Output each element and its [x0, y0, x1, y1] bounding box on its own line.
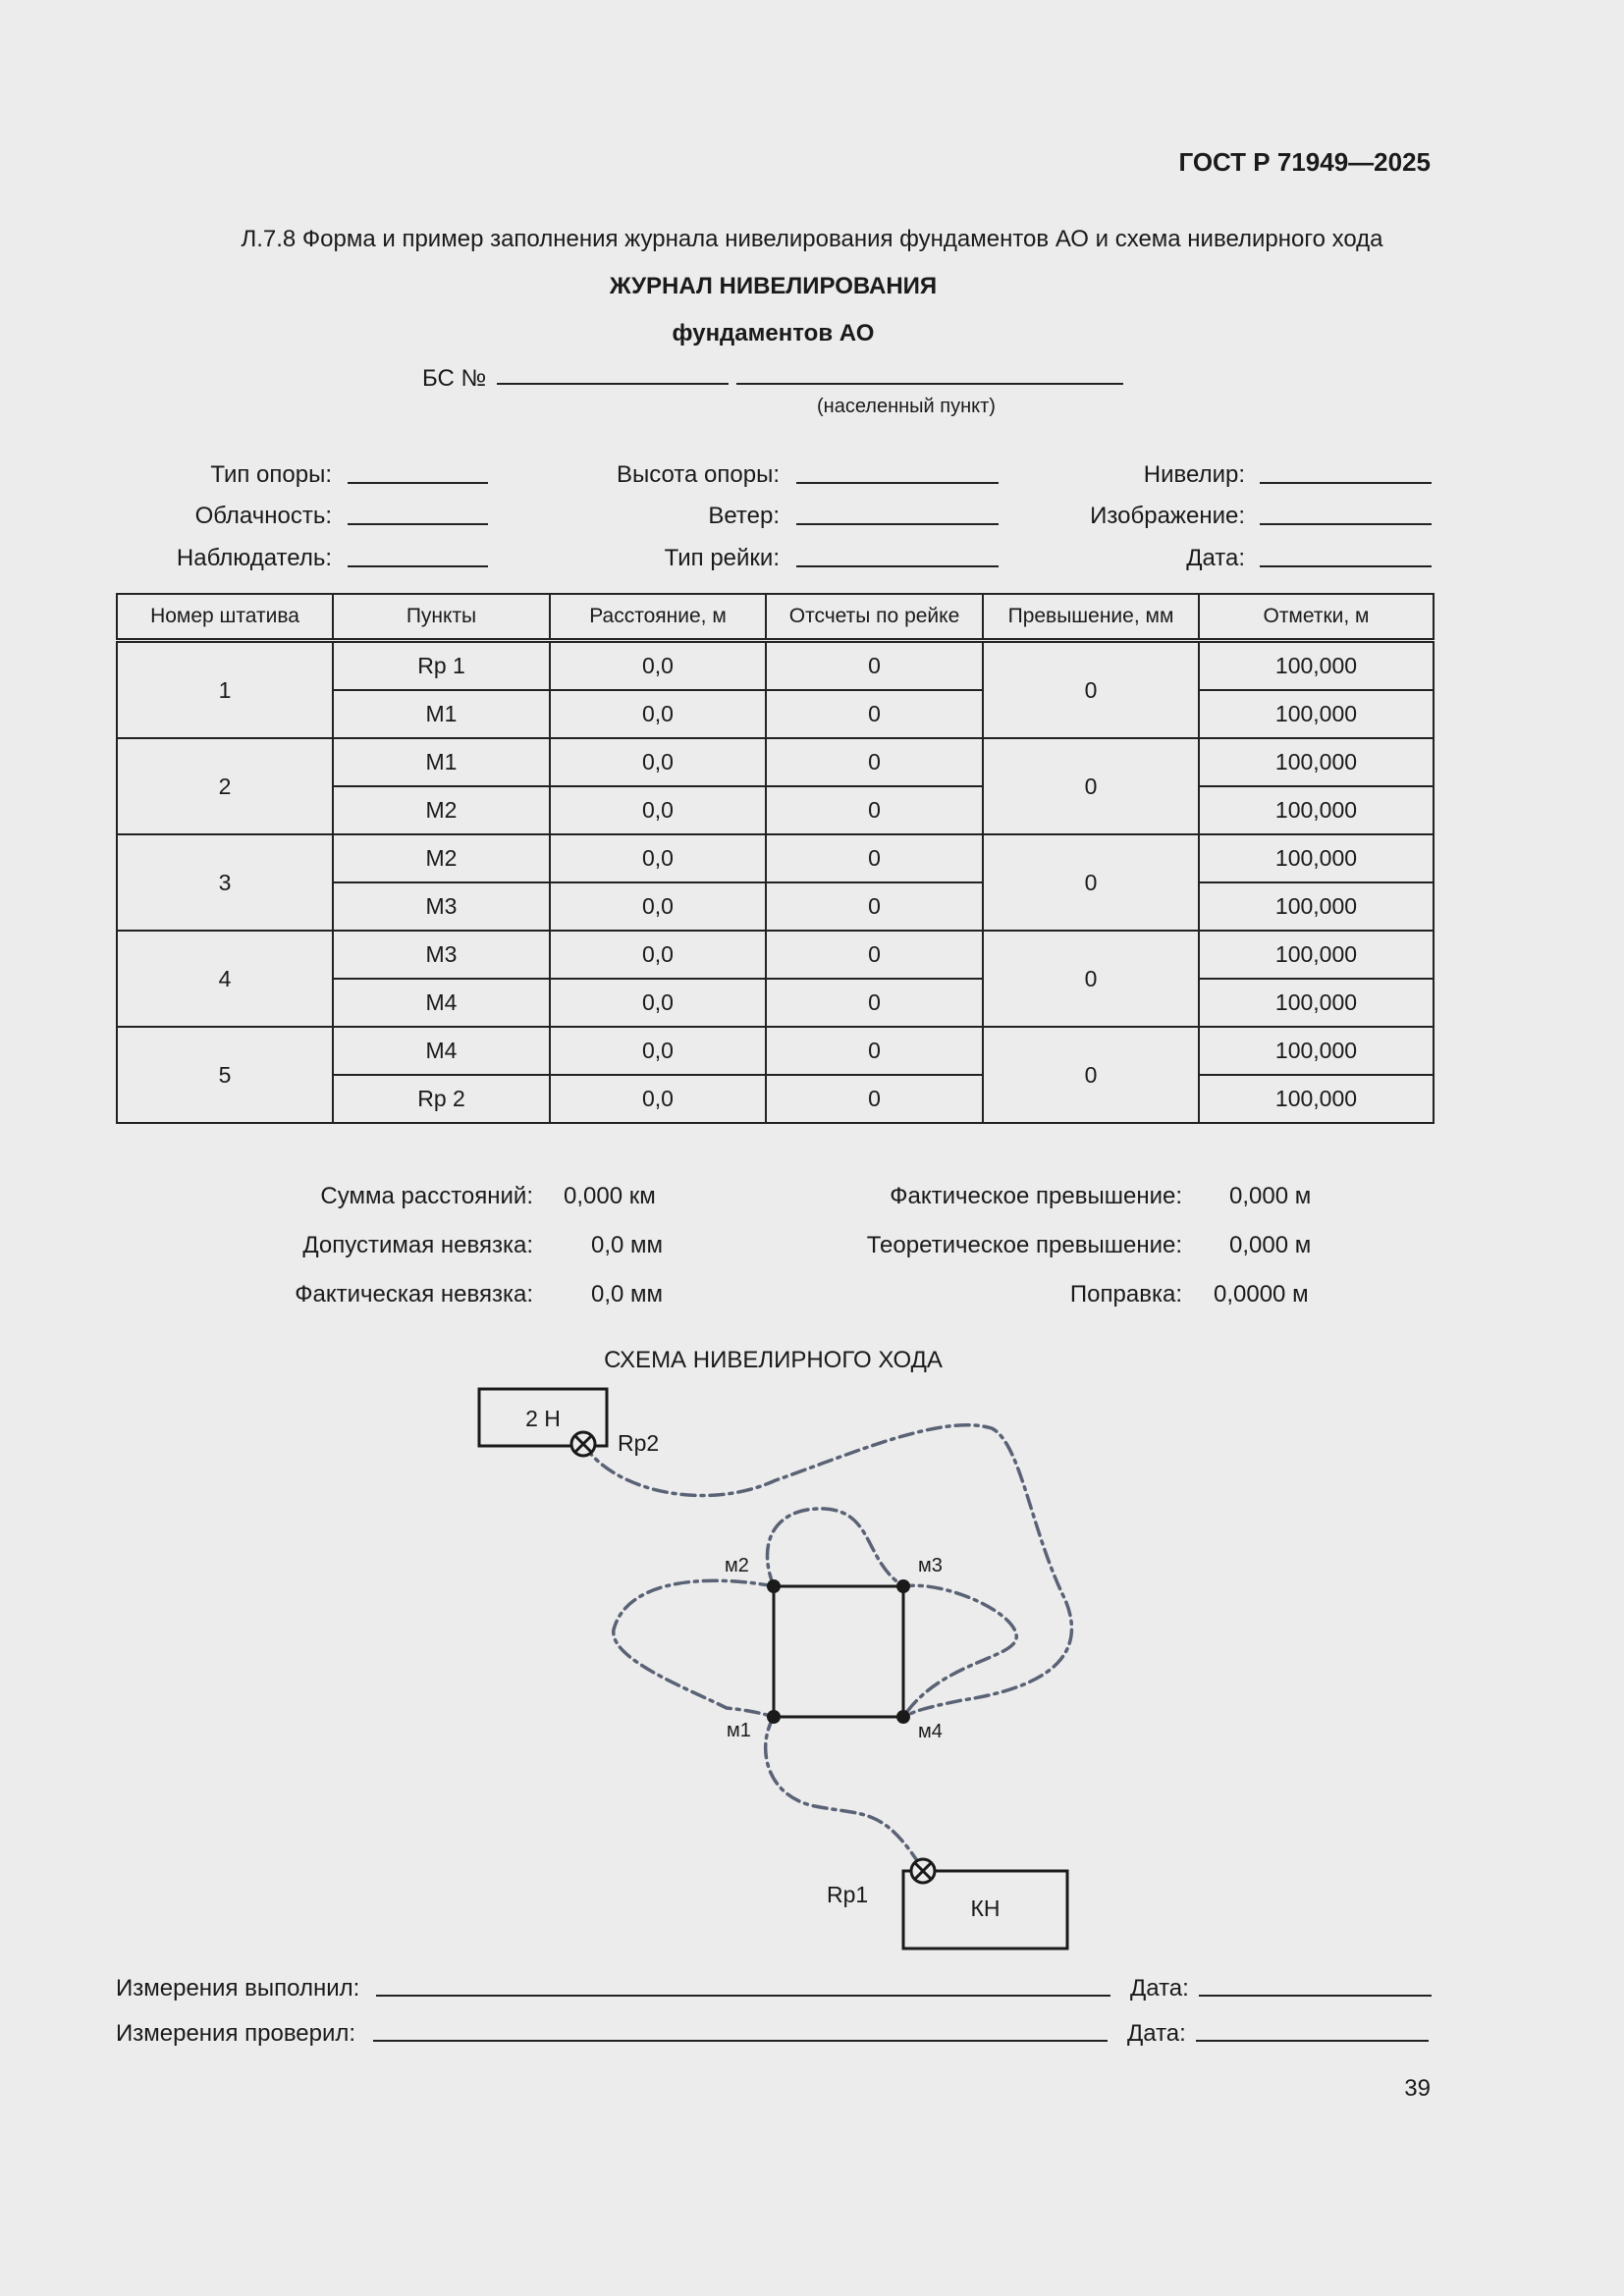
field-support-height: Высота опоры: — [616, 461, 780, 488]
cell-distance: 0,0 — [550, 690, 766, 738]
col-header-points: Пункты — [333, 594, 550, 641]
point-m3 — [896, 1579, 910, 1593]
cell-mark: 100,000 — [1199, 979, 1434, 1027]
station-number: 4 — [117, 931, 333, 1027]
actual-exceed-value: 0,000 м — [1229, 1183, 1312, 1209]
box-bottom-label: КН — [970, 1896, 1001, 1921]
journal-subtitle: фундаментов АО — [672, 320, 875, 347]
cell-point: Rp 1 — [333, 641, 550, 691]
field-level: Нивелир: — [1143, 461, 1245, 488]
cell-mark: 100,000 — [1199, 882, 1434, 931]
field-rod-type: Тип рейки: — [664, 545, 780, 571]
station-number: 2 — [117, 738, 333, 834]
cell-point: М4 — [333, 979, 550, 1027]
rp1-marker-icon — [911, 1859, 935, 1883]
cell-point: М1 — [333, 738, 550, 786]
theoretical-exceed-label: Теоретическое превышение: — [866, 1232, 1182, 1258]
page-number: 39 — [1404, 2075, 1431, 2102]
cell-reading: 0 — [766, 690, 983, 738]
field-image: Изображение: — [1090, 503, 1245, 529]
correction-value: 0,0000 м — [1214, 1281, 1309, 1308]
rp2-label: Rp2 — [618, 1430, 660, 1456]
correction-label: Поправка: — [1069, 1281, 1182, 1308]
point-m1-label: м1 — [727, 1720, 751, 1741]
cell-reading: 0 — [766, 641, 983, 691]
traverse-route — [583, 1425, 1071, 1717]
allowed-misclosure-value: 0,0 мм — [591, 1232, 664, 1258]
cell-reading: 0 — [766, 1075, 983, 1123]
cell-exceed: 0 — [983, 641, 1199, 739]
field-support-type: Тип опоры: — [210, 461, 332, 488]
cell-point: М2 — [333, 834, 550, 882]
performed-by-label: Измерения выполнил: — [116, 1975, 360, 2002]
cell-reading: 0 — [766, 786, 983, 834]
rp2-marker-icon — [571, 1432, 595, 1456]
cell-exceed: 0 — [983, 1027, 1199, 1123]
cell-mark: 100,000 — [1199, 641, 1434, 691]
cell-point: М3 — [333, 931, 550, 979]
point-m2-label: м2 — [725, 1555, 749, 1576]
station-number: 3 — [117, 834, 333, 931]
col-header-station: Номер штатива — [117, 594, 333, 641]
actual-exceed-label: Фактическое превышение: — [890, 1183, 1182, 1209]
scheme-title: СХЕМА НИВЕЛИРНОГО ХОДА — [604, 1347, 943, 1373]
station-number: 5 — [117, 1027, 333, 1123]
field-wind: Ветер: — [708, 503, 780, 529]
cell-distance: 0,0 — [550, 786, 766, 834]
field-cloudiness: Облачность: — [194, 503, 332, 529]
sum-distance-label: Сумма расстояний: — [320, 1183, 533, 1209]
col-header-distance: Расстояние, м — [550, 594, 766, 641]
cell-reading: 0 — [766, 931, 983, 979]
performed-date-label: Дата: — [1130, 1975, 1189, 2002]
cell-mark: 100,000 — [1199, 834, 1434, 882]
cell-reading: 0 — [766, 834, 983, 882]
performed-date-line — [1199, 1995, 1432, 1997]
journal-title: ЖУРНАЛ НИВЕЛИРОВАНИЯ — [609, 273, 938, 299]
traverse-route — [767, 1509, 1016, 1717]
standard-number: ГОСТ Р 71949—2025 — [1178, 147, 1431, 177]
cell-distance: 0,0 — [550, 834, 766, 882]
foundation-square — [774, 1586, 903, 1717]
cell-point: М2 — [333, 786, 550, 834]
bs-label: БС № — [422, 365, 487, 392]
cell-point: Rp 2 — [333, 1075, 550, 1123]
cell-reading: 0 — [766, 882, 983, 931]
cell-reading: 0 — [766, 738, 983, 786]
point-m4 — [896, 1710, 910, 1724]
checked-date-line — [1196, 2040, 1429, 2042]
checked-date-label: Дата: — [1127, 2020, 1186, 2047]
actual-misclosure-label: Фактическая невязка: — [295, 1281, 533, 1308]
cell-point: М1 — [333, 690, 550, 738]
cell-distance: 0,0 — [550, 882, 766, 931]
cell-exceed: 0 — [983, 738, 1199, 834]
col-header-exceed: Превышение, мм — [983, 594, 1199, 641]
traverse-route — [766, 1717, 923, 1870]
box-top-label: 2 Н — [525, 1406, 561, 1431]
cell-reading: 0 — [766, 1027, 983, 1075]
sum-distance-value: 0,000 км — [564, 1183, 656, 1209]
field-observer: Наблюдатель: — [176, 545, 332, 571]
cell-mark: 100,000 — [1199, 738, 1434, 786]
col-header-marks: Отметки, м — [1199, 594, 1434, 641]
cell-mark: 100,000 — [1199, 1075, 1434, 1123]
appendix-caption: Л.7.8 Форма и пример заполнения журнала нивелирования фундаментов АО и схема нивелирного хода — [241, 226, 1383, 252]
actual-misclosure-value: 0,0 мм — [591, 1281, 664, 1308]
cell-exceed: 0 — [983, 931, 1199, 1027]
cell-distance: 0,0 — [550, 1027, 766, 1075]
cell-distance: 0,0 — [550, 738, 766, 786]
cell-point: М3 — [333, 882, 550, 931]
point-m3-label: м3 — [918, 1555, 943, 1576]
traverse-route — [614, 1580, 774, 1717]
checked-by-label: Измерения проверил: — [116, 2020, 356, 2047]
cell-mark: 100,000 — [1199, 931, 1434, 979]
performed-by-line — [376, 1995, 1110, 1997]
cell-point: М4 — [333, 1027, 550, 1075]
cell-distance: 0,0 — [550, 641, 766, 691]
allowed-misclosure-label: Допустимая невязка: — [302, 1232, 533, 1258]
point-m4-label: м4 — [918, 1721, 943, 1742]
point-m2 — [767, 1579, 781, 1593]
cell-exceed: 0 — [983, 834, 1199, 931]
cell-distance: 0,0 — [550, 931, 766, 979]
cell-reading: 0 — [766, 979, 983, 1027]
point-m1 — [767, 1710, 781, 1724]
locality-hint: (населенный пункт) — [817, 396, 996, 417]
cell-mark: 100,000 — [1199, 690, 1434, 738]
theoretical-exceed-value: 0,000 м — [1229, 1232, 1312, 1258]
col-header-readings: Отсчеты по рейке — [766, 594, 983, 641]
cell-distance: 0,0 — [550, 979, 766, 1027]
checked-by-line — [373, 2040, 1108, 2042]
field-date: Дата: — [1186, 545, 1245, 571]
cell-mark: 100,000 — [1199, 1027, 1434, 1075]
station-number: 1 — [117, 641, 333, 739]
cell-distance: 0,0 — [550, 1075, 766, 1123]
rp1-label: Rp1 — [827, 1882, 869, 1907]
cell-mark: 100,000 — [1199, 786, 1434, 834]
